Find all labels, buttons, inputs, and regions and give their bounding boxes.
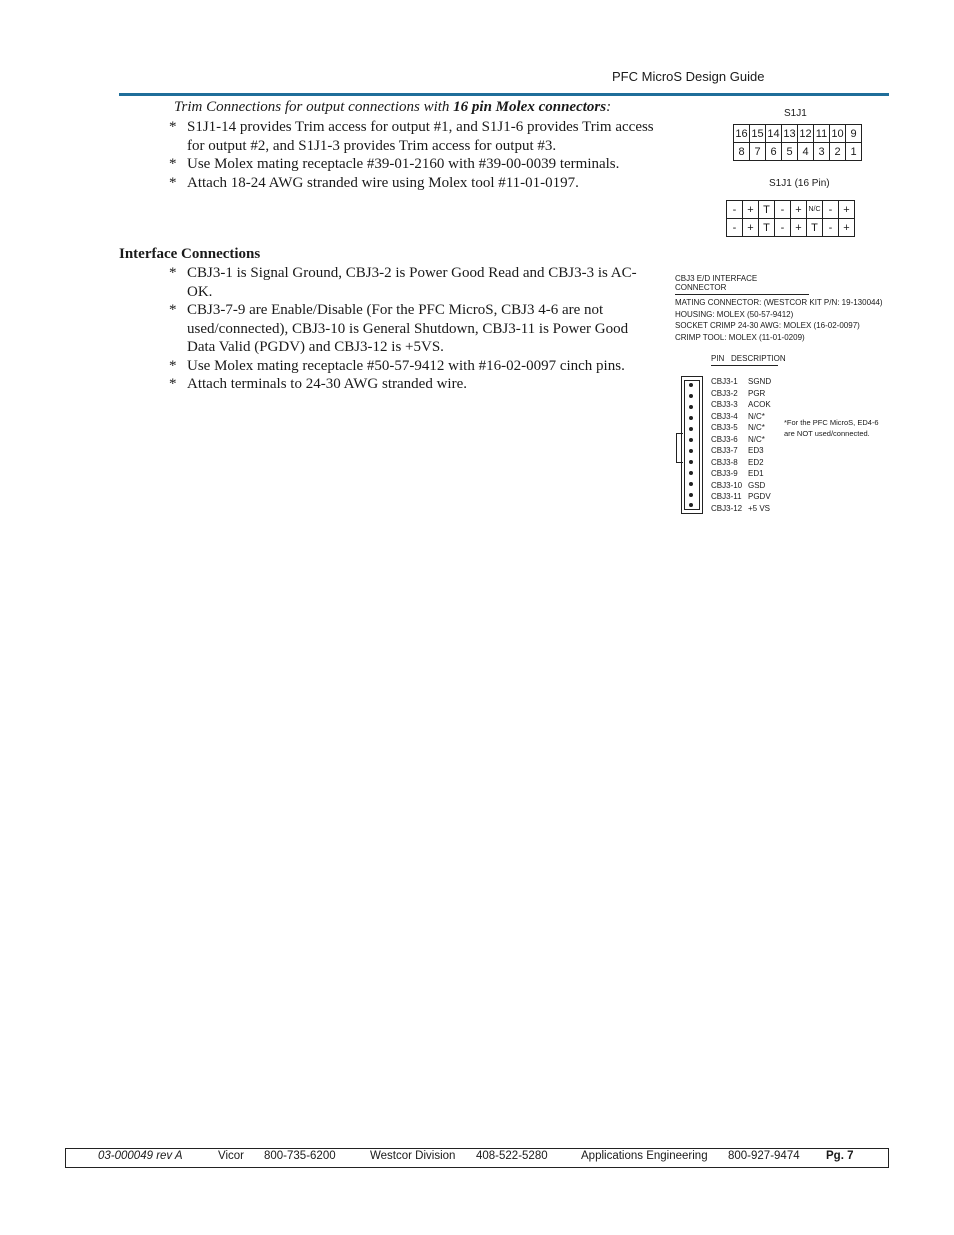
pin-row — [711, 376, 771, 388]
pin-id: CBJ3-8 — [711, 457, 738, 467]
trim-heading — [174, 99, 611, 116]
pin-desc: ED2 — [748, 457, 764, 467]
pin-desc: PGR — [748, 388, 766, 398]
footer-apps: Applications Engineering — [581, 1150, 708, 1162]
footnote-line: are NOT used/connected. — [784, 429, 870, 438]
trim-bullet: * Attach 18-24 AWG stranded wire using Molex tool #11-01-0197. — [169, 174, 674, 193]
pin-cell: 11 — [814, 125, 830, 143]
trim-bullet: * Use Molex mating receptacle #39-01-2160 with #39-00-0039 terminals. — [169, 155, 674, 174]
trim-heading-text: Trim Connections for output connections with — [174, 99, 454, 115]
footer-westcor-phone: 408-522-5280 — [476, 1150, 548, 1162]
pin-cell: 4 — [798, 143, 814, 161]
footer-bar — [65, 1148, 889, 1168]
cbj3-spec-line: SOCKET CRIMP 24-30 AWG: MOLEX (16-02-0097) — [675, 321, 860, 330]
connector-pin-dot — [689, 438, 693, 442]
trim-heading-colon: : — [606, 99, 612, 115]
interface-bullet: * Attach terminals to 24-30 AWG stranded wire. — [169, 375, 659, 394]
pin-id: CBJ3-9 — [711, 469, 738, 478]
s1j1-pin-number-grid — [733, 124, 862, 161]
signal-cell: T — [807, 219, 823, 237]
pin-desc: GSD — [748, 480, 766, 490]
connector-pin-dot — [689, 460, 693, 464]
connector-housing-inner — [684, 380, 700, 510]
pin-row — [711, 457, 771, 469]
signal-cell: + — [839, 201, 855, 219]
trim-bullet-list — [169, 118, 674, 192]
signal-cell: + — [743, 219, 759, 237]
pin-row — [711, 468, 771, 480]
pin-id: CBJ3-12 — [711, 503, 743, 513]
interface-bullet-list — [169, 264, 659, 394]
cbj3-pin-list — [711, 376, 771, 514]
pin-desc: ED3 — [748, 446, 764, 455]
signal-cell-nc: N/C — [807, 201, 823, 219]
pin-desc: ED1 — [748, 469, 764, 478]
footer-apps-phone: 800-927-9474 — [728, 1150, 800, 1162]
pin-cell: 14 — [766, 125, 782, 143]
pin-id: CBJ3-6 — [711, 434, 738, 444]
pin-cell: 3 — [814, 143, 830, 161]
connector-pin-dot — [689, 383, 693, 387]
interface-bullet: * CBJ3-1 is Signal Ground, CBJ3-2 is Power Good Read and CBJ3-3 is AC-OK. — [169, 264, 659, 301]
pin-cell: 6 — [766, 143, 782, 161]
footer-page-number: Pg. 7 — [826, 1150, 854, 1162]
header-title: PFC MicroS Design Guide — [612, 69, 765, 84]
signal-cell: + — [743, 201, 759, 219]
signal-cell: T — [759, 201, 775, 219]
connector-pin-dot — [689, 394, 693, 398]
interface-heading: Interface Connections — [119, 246, 261, 262]
connector-pin-dot — [689, 503, 693, 507]
pin-cell: 10 — [830, 125, 846, 143]
pin-cell: 16 — [734, 125, 750, 143]
pin-cell: 9 — [846, 125, 862, 143]
trim-heading-bold: 16 pin Molex connectors — [453, 99, 607, 115]
pin-cell: 7 — [750, 143, 766, 161]
pin-description-header: PIN DESCRIPTION — [711, 354, 778, 366]
connector-pin-dot — [689, 427, 693, 431]
signal-cell: + — [791, 201, 807, 219]
pin-cell: 5 — [782, 143, 798, 161]
pin-id: CBJ3-3 — [711, 400, 738, 409]
connector-pin-dot — [689, 416, 693, 420]
pin-desc: SGND — [748, 377, 772, 386]
pin-row — [711, 491, 771, 503]
pin-id: CBJ3-4 — [711, 411, 738, 421]
pin-desc: N/C* — [748, 423, 765, 432]
trim-bullet: * S1J1-14 provides Trim access for output #1, and S1J1-6 provides Trim access for output #2, and S1J1-3 provides Trim access for output #3. — [169, 118, 674, 155]
connector-pin-dot — [689, 493, 693, 497]
header-rule — [119, 93, 889, 96]
cbj3-title: CBJ3 E/D INTERFACE CONNECTOR — [675, 274, 809, 295]
pin-row-bottom — [734, 143, 862, 161]
s1j1-label: S1J1 — [784, 108, 807, 119]
pin-id: CBJ3-5 — [711, 423, 738, 432]
pin-cell: 8 — [734, 143, 750, 161]
pin-desc: +5 VS — [748, 503, 771, 513]
pin-cell: 13 — [782, 125, 798, 143]
footnote-line: *For the PFC MicroS, ED4-6 — [784, 418, 879, 427]
connector-latch-tab — [676, 433, 683, 463]
interface-bullet: * CBJ3-7-9 are Enable/Disable (For the PFC MicroS, CBJ3 4-6 are not used/connected), CBJ3-10 is General Shutdown, CBJ3-11 is Power Good Data Valid (PGDV) and CBJ3-12 is +5VS. — [169, 301, 659, 357]
cbj3-specs — [675, 297, 883, 343]
cbj3-footnote — [784, 417, 879, 439]
pin-id: CBJ3-10 — [711, 480, 743, 490]
footer-westcor: Westcor Division — [370, 1150, 456, 1162]
pin-id: CBJ3-7 — [711, 446, 738, 455]
signal-row-top — [727, 201, 855, 219]
connector-pin-dot — [689, 449, 693, 453]
pin-row — [711, 399, 771, 411]
pin-row — [711, 503, 771, 515]
pin-row — [711, 411, 771, 423]
signal-cell: T — [759, 219, 775, 237]
signal-cell: + — [791, 219, 807, 237]
connector-pin-dot — [689, 471, 693, 475]
pin-id: CBJ3-2 — [711, 388, 738, 398]
signal-cell: - — [727, 201, 743, 219]
pin-cell: 1 — [846, 143, 862, 161]
pin-cell: 2 — [830, 143, 846, 161]
pin-row — [711, 434, 771, 446]
pin-cell: 12 — [798, 125, 814, 143]
pin-id: CBJ3-1 — [711, 377, 738, 386]
signal-cell: - — [727, 219, 743, 237]
s1j1-16-pin-label: S1J1 (16 Pin) — [769, 178, 830, 189]
cbj3-spec-line: CRIMP TOOL: MOLEX (11-01-0209) — [675, 332, 805, 342]
pin-row — [711, 480, 771, 492]
signal-cell: - — [823, 201, 839, 219]
interface-bullet: * Use Molex mating receptacle #50-57-9412 with #16-02-0097 cinch pins. — [169, 357, 659, 376]
pin-cell: 15 — [750, 125, 766, 143]
signal-cell: + — [839, 219, 855, 237]
connector-pin-dot — [689, 405, 693, 409]
pin-desc: N/C* — [748, 434, 765, 444]
signal-row-bottom — [727, 219, 855, 237]
footer-vicor: Vicor — [218, 1150, 244, 1162]
pin-desc: ACOK — [748, 400, 771, 409]
signal-cell: - — [823, 219, 839, 237]
pin-desc: PGDV — [748, 492, 771, 501]
cbj3-spec-line: HOUSING: MOLEX (50-57-9412) — [675, 309, 794, 319]
connector-pin-dot — [689, 482, 693, 486]
footer-doc-id: 03-000049 rev A — [98, 1150, 183, 1162]
s1j1-signal-grid — [726, 200, 855, 237]
cbj3-spec-line: MATING CONNECTOR: (WESTCOR KIT P/N: 19-130044) — [675, 298, 883, 307]
pin-row — [711, 445, 771, 457]
pin-row — [711, 422, 771, 434]
pin-desc: N/C* — [748, 411, 765, 421]
footer-vicor-phone: 800-735-6200 — [264, 1150, 336, 1162]
pin-row — [711, 388, 771, 400]
pin-id: CBJ3-11 — [711, 492, 742, 501]
pin-row-top — [734, 125, 862, 143]
signal-cell: - — [775, 201, 791, 219]
signal-cell: - — [775, 219, 791, 237]
